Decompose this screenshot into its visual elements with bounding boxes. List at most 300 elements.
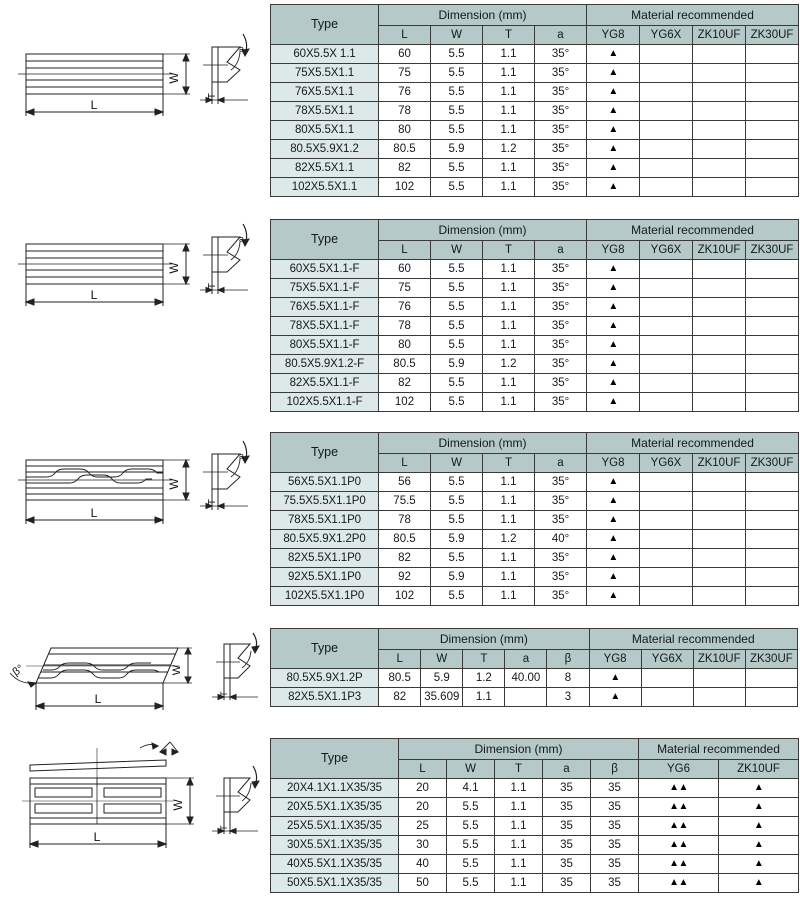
cell-type: 78X5.5X1.1 xyxy=(271,102,379,121)
cell-beta: 3 xyxy=(547,688,589,707)
cell-beta: 35 xyxy=(591,817,639,836)
table-row xyxy=(271,492,799,511)
cell-a: 35° xyxy=(535,102,587,121)
cell-a: 35° xyxy=(535,140,587,159)
header-material-group: Material recommended xyxy=(587,5,799,26)
cell-mat-1: ▲ xyxy=(587,473,640,492)
cell-mat-1: ▲ xyxy=(587,83,640,102)
cell-mat-4 xyxy=(746,279,799,298)
drawing-label-alpha: a xyxy=(239,44,245,54)
cell-type: 102X5.5X1.1P0 xyxy=(271,587,379,606)
drawing-label-thickness: T xyxy=(207,498,218,506)
cell-mat-3 xyxy=(693,393,746,412)
drawing-label-thickness: T xyxy=(207,92,218,100)
table-wrapper-3 xyxy=(270,432,800,606)
cell-a: 35° xyxy=(535,473,587,492)
cell-a: 35° xyxy=(535,298,587,317)
table-row xyxy=(271,374,799,393)
cell-mat-2 xyxy=(640,549,693,568)
cell-type: 40X5.5X1.1X35/35 xyxy=(271,855,399,874)
cell-mat-1: ▲▲ xyxy=(639,779,719,798)
header-dim-W: W xyxy=(447,760,495,779)
cell-mat-4 xyxy=(746,140,799,159)
cell-mat-1: ▲ xyxy=(587,393,640,412)
cell-mat-4 xyxy=(746,374,799,393)
table-row xyxy=(271,393,799,412)
table-row xyxy=(271,669,798,688)
cell-L: 50 xyxy=(399,874,447,893)
cell-mat-4 xyxy=(746,492,799,511)
cell-mat-3 xyxy=(693,159,746,178)
cell-mat-3 xyxy=(693,178,746,197)
header-mat-ZK10UF: ZK10UF xyxy=(693,26,746,45)
cell-W: 5.5 xyxy=(431,473,483,492)
cell-type: 80.5X5.9X1.2P0 xyxy=(271,530,379,549)
table-row xyxy=(271,45,799,64)
cell-W: 5.9 xyxy=(431,568,483,587)
cell-a: 35° xyxy=(535,511,587,530)
drawing-label-width: W xyxy=(171,664,183,676)
header-mat-ZK10UF: ZK10UF xyxy=(693,241,746,260)
table-row xyxy=(271,473,799,492)
cell-beta: 35 xyxy=(591,855,639,874)
cell-W: 5.5 xyxy=(431,83,483,102)
table-row xyxy=(271,587,799,606)
cell-W: 5.5 xyxy=(447,817,495,836)
cell-L: 80.5 xyxy=(379,355,431,374)
drawing-label-alpha: a xyxy=(239,234,245,244)
cell-type: 82X5.5X1.1P3 xyxy=(271,688,379,707)
cell-mat-4 xyxy=(745,688,797,707)
cell-mat-2 xyxy=(640,178,693,197)
cell-a: 35° xyxy=(535,492,587,511)
spec-section-3 xyxy=(0,432,800,606)
cell-mat-3 xyxy=(693,336,746,355)
cell-mat-1: ▲ xyxy=(587,374,640,393)
cell-type: 82X5.5X1.1P0 xyxy=(271,549,379,568)
cell-T: 1.1 xyxy=(483,279,535,298)
cell-a: 35° xyxy=(535,121,587,140)
cell-T: 1.1 xyxy=(483,393,535,412)
cell-T: 1.1 xyxy=(495,836,543,855)
header-type: Type xyxy=(271,433,379,473)
cell-type: 78X5.5X1.1-F xyxy=(271,317,379,336)
header-mat-ZK30UF: ZK30UF xyxy=(746,26,799,45)
cell-mat-4 xyxy=(746,121,799,140)
spec-section-4 xyxy=(0,628,800,707)
cell-mat-2 xyxy=(640,260,693,279)
cell-L: 92 xyxy=(379,568,431,587)
cell-mat-3 xyxy=(693,587,746,606)
header-dim-a: a xyxy=(535,26,587,45)
cell-T: 1.1 xyxy=(483,45,535,64)
header-dim-W: W xyxy=(431,241,483,260)
cell-type: 30X5.5X1.1X35/35 xyxy=(271,836,399,855)
cell-mat-4 xyxy=(746,298,799,317)
cell-mat-1: ▲ xyxy=(587,45,640,64)
table-row xyxy=(271,140,799,159)
cell-mat-4 xyxy=(746,317,799,336)
cell-W: 5.5 xyxy=(447,798,495,817)
cell-a: 35° xyxy=(535,279,587,298)
drawing-label-length: L xyxy=(94,692,102,706)
table-row xyxy=(271,855,799,874)
cell-mat-2 xyxy=(640,83,693,102)
cell-W: 5.9 xyxy=(431,355,483,374)
header-dim-L: L xyxy=(379,650,421,669)
cell-mat-1: ▲ xyxy=(587,511,640,530)
cell-mat-1: ▲ xyxy=(587,530,640,549)
cell-mat-3 xyxy=(693,64,746,83)
cell-mat-4 xyxy=(746,178,799,197)
drawing-bevelled-blade xyxy=(0,628,268,740)
cell-mat-2 xyxy=(640,317,693,336)
header-dim-W: W xyxy=(431,26,483,45)
cell-mat-1: ▲▲ xyxy=(639,817,719,836)
table-wrapper-2 xyxy=(270,219,800,412)
table-row xyxy=(271,260,799,279)
cell-a xyxy=(505,688,547,707)
cell-L: 75 xyxy=(379,64,431,83)
cell-a: 35° xyxy=(535,260,587,279)
cell-type: 80X5.5X1.1 xyxy=(271,121,379,140)
header-dim-T: T xyxy=(483,241,535,260)
cell-type: 80.5X5.9X1.2 xyxy=(271,140,379,159)
header-dim-beta: β xyxy=(591,760,639,779)
cell-mat-2 xyxy=(640,374,693,393)
drawing-f-blade xyxy=(0,219,268,414)
cell-T: 1.1 xyxy=(483,102,535,121)
cell-type: 20X4.1X1.1X35/35 xyxy=(271,779,399,798)
drawing-label-thickness: T xyxy=(219,691,229,697)
cell-a: 35° xyxy=(535,355,587,374)
cell-mat-2: ▲ xyxy=(719,855,799,874)
cell-W: 5.9 xyxy=(431,140,483,159)
cell-T: 1.2 xyxy=(483,355,535,374)
cell-beta: 35 xyxy=(591,836,639,855)
cell-T: 1.1 xyxy=(483,83,535,102)
cell-L: 82 xyxy=(379,549,431,568)
cell-a: 35° xyxy=(535,83,587,102)
cell-mat-3 xyxy=(693,530,746,549)
cell-T: 1.1 xyxy=(483,473,535,492)
cell-mat-1: ▲ xyxy=(589,688,641,707)
cell-mat-3 xyxy=(693,473,746,492)
cell-L: 80 xyxy=(379,121,431,140)
cell-mat-1: ▲ xyxy=(587,298,640,317)
drawing-label-alpha: a xyxy=(239,451,245,461)
cell-mat-3 xyxy=(693,279,746,298)
cell-mat-4 xyxy=(746,549,799,568)
header-type: Type xyxy=(271,629,379,669)
cell-L: 20 xyxy=(399,779,447,798)
cell-mat-2 xyxy=(640,45,693,64)
cell-mat-4 xyxy=(746,159,799,178)
cell-a: 35 xyxy=(543,874,591,893)
cell-mat-2 xyxy=(640,568,693,587)
cell-W: 5.5 xyxy=(431,549,483,568)
cell-mat-2 xyxy=(640,511,693,530)
cell-T: 1.1 xyxy=(483,260,535,279)
cell-mat-1: ▲ xyxy=(587,121,640,140)
cell-a: 35 xyxy=(543,798,591,817)
cell-a: 40.00 xyxy=(505,669,547,688)
cell-mat-1: ▲ xyxy=(587,317,640,336)
table-row xyxy=(271,298,799,317)
header-type: Type xyxy=(271,739,399,779)
header-dim-W: W xyxy=(431,454,483,473)
cell-type: 50X5.5X1.1X35/35 xyxy=(271,874,399,893)
cell-mat-2 xyxy=(640,159,693,178)
header-dimension-group: Dimension (mm) xyxy=(379,220,587,241)
spec-section-1 xyxy=(0,4,800,197)
cell-mat-2: ▲ xyxy=(719,779,799,798)
cell-mat-2: ▲ xyxy=(719,836,799,855)
cell-a: 35 xyxy=(543,779,591,798)
drawing-label-length: L xyxy=(90,506,98,520)
cell-beta: 8 xyxy=(547,669,589,688)
cell-a: 35° xyxy=(535,159,587,178)
cell-type: 75X5.5X1.1-F xyxy=(271,279,379,298)
cell-mat-1: ▲ xyxy=(587,64,640,83)
cell-mat-2 xyxy=(640,336,693,355)
cell-L: 82 xyxy=(379,159,431,178)
header-material-group: Material recommended xyxy=(587,220,799,241)
cell-W: 5.5 xyxy=(431,374,483,393)
cell-L: 76 xyxy=(379,298,431,317)
cell-W: 5.5 xyxy=(447,874,495,893)
table-row xyxy=(271,798,799,817)
header-mat-YG8: YG8 xyxy=(587,241,640,260)
cell-L: 82 xyxy=(379,688,421,707)
header-dimension-group: Dimension (mm) xyxy=(379,629,589,650)
cell-mat-3 xyxy=(693,568,746,587)
cell-mat-3 xyxy=(693,45,746,64)
cell-mat-3 xyxy=(693,492,746,511)
cell-W: 5.9 xyxy=(421,669,463,688)
table-row xyxy=(271,568,799,587)
cell-T: 1.1 xyxy=(483,64,535,83)
header-mat-YG8: YG8 xyxy=(587,454,640,473)
cell-mat-2 xyxy=(640,102,693,121)
table-row xyxy=(271,159,799,178)
header-dim-W: W xyxy=(421,650,463,669)
cell-mat-4 xyxy=(746,587,799,606)
header-mat-ZK30UF: ZK30UF xyxy=(746,241,799,260)
cell-mat-1: ▲▲ xyxy=(639,855,719,874)
header-mat-YG6X: YG6X xyxy=(641,650,693,669)
cell-mat-2: ▲ xyxy=(719,798,799,817)
table-body-1 xyxy=(271,45,799,197)
cell-L: 60 xyxy=(379,260,431,279)
table-row xyxy=(271,279,799,298)
cell-L: 20 xyxy=(399,798,447,817)
spec-section-2 xyxy=(0,219,800,412)
spec-section-5 xyxy=(0,738,800,893)
cell-a: 40° xyxy=(535,530,587,549)
header-material-group: Material recommended xyxy=(639,739,799,760)
cell-mat-1: ▲ xyxy=(587,587,640,606)
cell-mat-2 xyxy=(640,530,693,549)
cell-a: 35° xyxy=(535,336,587,355)
table-row xyxy=(271,511,799,530)
cell-mat-1: ▲ xyxy=(587,492,640,511)
cell-a: 35° xyxy=(535,374,587,393)
header-dim-T: T xyxy=(463,650,505,669)
cell-type: 82X5.5X1.1 xyxy=(271,159,379,178)
cell-L: 30 xyxy=(399,836,447,855)
drawing-label-length: L xyxy=(90,288,98,302)
table-row xyxy=(271,355,799,374)
cell-mat-4 xyxy=(746,530,799,549)
cell-mat-3 xyxy=(693,260,746,279)
cell-W: 5.5 xyxy=(431,298,483,317)
cell-W: 5.5 xyxy=(447,855,495,874)
cell-type: 80X5.5X1.1-F xyxy=(271,336,379,355)
cell-T: 1.1 xyxy=(495,817,543,836)
cell-L: 78 xyxy=(379,511,431,530)
cell-mat-4 xyxy=(746,102,799,121)
cell-T: 1.1 xyxy=(495,798,543,817)
table-wrapper-1 xyxy=(270,4,800,197)
cell-T: 1.1 xyxy=(495,779,543,798)
cell-a: 35° xyxy=(535,317,587,336)
cell-W: 5.5 xyxy=(431,178,483,197)
header-dimension-group: Dimension (mm) xyxy=(379,5,587,26)
table-row xyxy=(271,874,799,893)
cell-mat-4 xyxy=(746,45,799,64)
cell-type: 92X5.5X1.1P0 xyxy=(271,568,379,587)
cell-mat-2 xyxy=(640,587,693,606)
header-material-group: Material recommended xyxy=(589,629,797,650)
cell-mat-4 xyxy=(746,83,799,102)
cell-mat-2 xyxy=(641,669,693,688)
cell-T: 1.2 xyxy=(463,669,505,688)
cell-mat-3 xyxy=(693,688,745,707)
cell-a: 35° xyxy=(535,587,587,606)
header-mat-ZK30UF: ZK30UF xyxy=(745,650,797,669)
header-mat-YG6X: YG6X xyxy=(640,26,693,45)
header-dim-T: T xyxy=(495,760,543,779)
header-dim-L: L xyxy=(399,760,447,779)
cell-L: 80.5 xyxy=(379,530,431,549)
cell-mat-3 xyxy=(693,102,746,121)
header-mat-YG8: YG8 xyxy=(589,650,641,669)
header-dim-L: L xyxy=(379,26,431,45)
table-row xyxy=(271,178,799,197)
cell-T: 1.2 xyxy=(483,140,535,159)
cell-mat-4 xyxy=(746,355,799,374)
cell-T: 1.1 xyxy=(495,874,543,893)
cell-mat-3 xyxy=(693,83,746,102)
cell-mat-1: ▲ xyxy=(587,355,640,374)
cell-T: 1.1 xyxy=(483,121,535,140)
cell-T: 1.1 xyxy=(483,159,535,178)
header-dim-a: a xyxy=(535,454,587,473)
drawing-label-width: W xyxy=(171,799,185,811)
cell-mat-2: ▲ xyxy=(719,817,799,836)
cell-type: 20X5.5X1.1X35/35 xyxy=(271,798,399,817)
header-dim-beta: β xyxy=(547,650,589,669)
cell-a: 35° xyxy=(535,45,587,64)
cell-mat-4 xyxy=(746,393,799,412)
table-row xyxy=(271,336,799,355)
cell-type: 56X5.5X1.1P0 xyxy=(271,473,379,492)
drawing-label-length: L xyxy=(93,830,101,844)
cell-T: 1.2 xyxy=(483,530,535,549)
cell-mat-1: ▲ xyxy=(587,159,640,178)
cell-mat-2 xyxy=(640,64,693,83)
cell-beta: 35 xyxy=(591,798,639,817)
cell-mat-4 xyxy=(746,568,799,587)
cell-type: 75.5X5.5X1.1P0 xyxy=(271,492,379,511)
cell-type: 80.5X5.9X1.2P xyxy=(271,669,379,688)
cell-type: 76X5.5X1.1 xyxy=(271,83,379,102)
cell-mat-3 xyxy=(693,298,746,317)
header-dim-T: T xyxy=(483,454,535,473)
table-wrapper-5 xyxy=(270,738,800,893)
cell-mat-1: ▲ xyxy=(587,260,640,279)
cell-a: 35° xyxy=(535,568,587,587)
cell-mat-3 xyxy=(693,140,746,159)
cell-type: 102X5.5X1.1 xyxy=(271,178,379,197)
cell-mat-1: ▲▲ xyxy=(639,874,719,893)
cell-type: 82X5.5X1.1-F xyxy=(271,374,379,393)
cell-a: 35° xyxy=(535,549,587,568)
cell-mat-1: ▲▲ xyxy=(639,798,719,817)
cell-W: 5.5 xyxy=(431,317,483,336)
cell-L: 78 xyxy=(379,317,431,336)
table-row xyxy=(271,779,799,798)
drawing-label-thickness: T xyxy=(219,825,229,831)
cell-W: 5.5 xyxy=(431,45,483,64)
cell-mat-1: ▲ xyxy=(587,102,640,121)
drawing-slotted-blade xyxy=(0,738,268,906)
cell-W: 5.5 xyxy=(431,260,483,279)
cell-T: 1.1 xyxy=(483,298,535,317)
table-body-4 xyxy=(271,669,798,707)
cell-W: 4.1 xyxy=(447,779,495,798)
table-row xyxy=(271,83,799,102)
cell-a: 35 xyxy=(543,836,591,855)
drawing-wavy-blade xyxy=(0,432,268,622)
table-row xyxy=(271,102,799,121)
cell-mat-4 xyxy=(746,64,799,83)
header-material-group: Material recommended xyxy=(587,433,799,454)
cell-L: 76 xyxy=(379,83,431,102)
cell-L: 25 xyxy=(399,817,447,836)
cell-L: 102 xyxy=(379,178,431,197)
header-mat-YG6X: YG6X xyxy=(640,241,693,260)
cell-mat-2 xyxy=(640,492,693,511)
header-dim-L: L xyxy=(379,241,431,260)
cell-T: 1.1 xyxy=(495,855,543,874)
cell-a: 35 xyxy=(543,817,591,836)
header-dim-a: a xyxy=(543,760,591,779)
cell-mat-3 xyxy=(693,669,745,688)
cell-mat-3 xyxy=(693,374,746,393)
cell-L: 78 xyxy=(379,102,431,121)
cell-L: 75 xyxy=(379,279,431,298)
cell-type: 60X5.5X 1.1 xyxy=(271,45,379,64)
table-body-5 xyxy=(271,779,799,893)
header-mat-ZK10UF: ZK10UF xyxy=(693,454,746,473)
cell-mat-4 xyxy=(746,260,799,279)
cell-T: 1.1 xyxy=(483,587,535,606)
cell-W: 5.5 xyxy=(431,64,483,83)
cell-type: 25X5.5X1.1X35/35 xyxy=(271,817,399,836)
drawing-label-beta: β° xyxy=(10,662,27,679)
